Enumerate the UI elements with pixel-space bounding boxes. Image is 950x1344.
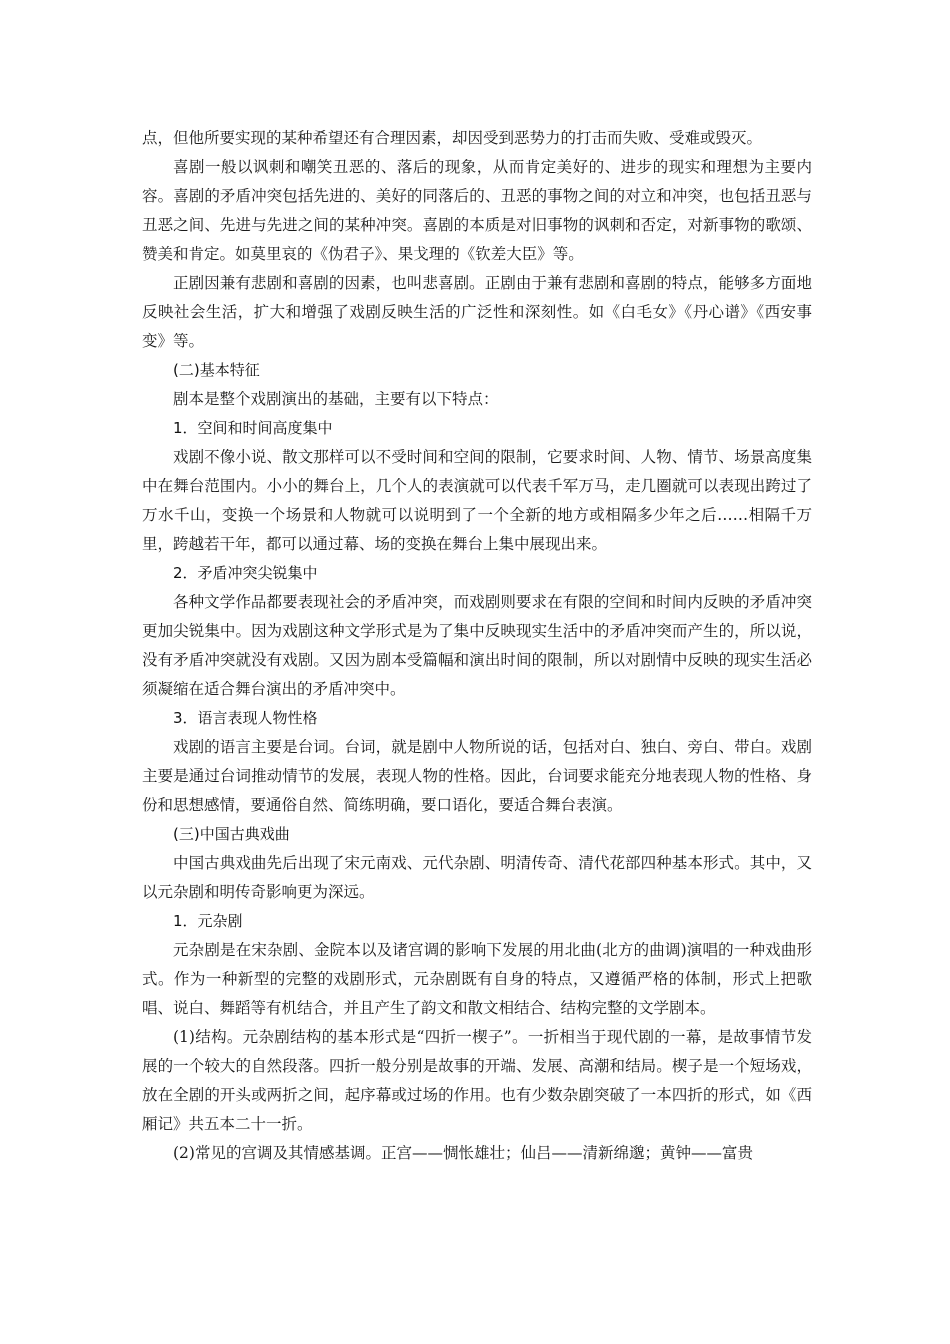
paragraph-yuan-zaju: 元杂剧是在宋杂剧、金院本以及诸宫调的影响下发展的用北曲(北方的曲调)演唱的一种戏曲形式。作为一种新型的完整的戏剧形式，元杂剧既有自身的特点，又遵循严格的体制，形式上把歌唱、说白、舞蹈等有机结合，并且产生了韵文和散文相结合、结构完整的文学剧本。 bbox=[142, 941, 812, 1017]
paragraph-tragedy-end: 点，但他所要实现的某种希望还有合理因素，却因受到恶势力的打击而失败、受难或毁灭。 bbox=[142, 129, 763, 147]
document-page bbox=[142, 124, 812, 1168]
heading-language: 3．语言表现人物性格 bbox=[173, 709, 318, 727]
heading-classical-opera: (三)中国古典戏曲 bbox=[173, 825, 290, 843]
heading-basic-features: (二)基本特征 bbox=[173, 361, 260, 379]
paragraph-structure: (1)结构。元杂剧结构的基本形式是“四折一楔子”。一折相当于现代剧的一幕，是故事情节发展的一个较大的自然段落。四折一般分别是故事的开端、发展、高潮和结局。楔子是一个短场戏，放在全剧的开头或两折之间，起序幕或过场的作用。也有少数杂剧突破了一本四折的形式，如《西厢记》共五本二十一折。 bbox=[142, 1028, 812, 1133]
heading-conflict: 2．矛盾冲突尖锐集中 bbox=[173, 564, 318, 582]
heading-space-time: 1．空间和时间高度集中 bbox=[173, 419, 333, 437]
paragraph-drama: 正剧因兼有悲剧和喜剧的因素，也叫悲喜剧。正剧由于兼有悲剧和喜剧的特点，能够多方面地反映社会生活，扩大和增强了戏剧反映生活的广泛性和深刻性。如《白毛女》《丹心谱》《西安事变》等。 bbox=[142, 274, 812, 350]
paragraph-modes: (2)常见的宫调及其情感基调。正宫——惆怅雄壮；仙吕——清新绵邈；黄钟——富贵 bbox=[173, 1144, 753, 1162]
paragraph-conflict: 各种文学作品都要表现社会的矛盾冲突，而戏剧则要求在有限的空间和时间内反映的矛盾冲突更加尖锐集中。因为戏剧这种文学形式是为了集中反映现实生活中的矛盾冲突而产生的，所以说，没有矛盾冲突就没有戏剧。又因为剧本受篇幅和演出时间的限制，所以对剧情中反映的现实生活必须凝缩在适合舞台演出的矛盾冲突中。 bbox=[142, 593, 812, 698]
heading-yuan-zaju: 1．元杂剧 bbox=[173, 912, 243, 930]
paragraph-classical-opera: 中国古典戏曲先后出现了宋元南戏、元代杂剧、明清传奇、清代花部四种基本形式。其中，又以元杂剧和明传奇影响更为深远。 bbox=[142, 854, 812, 901]
paragraph-space-time: 戏剧不像小说、散文那样可以不受时间和空间的限制，它要求时间、人物、情节、场景高度集中在舞台范围内。小小的舞台上，几个人的表演就可以代表千军万马，走几圈就可以表现出跨过了万水千山，变换一个场景和人物就可以说明到了一个全新的地方或相隔多少年之后……相隔千万里，跨越若干年，都可以通过幕、场的变换在舞台上集中展现出来。 bbox=[142, 448, 812, 553]
paragraph-comedy: 喜剧一般以讽刺和嘲笑丑恶的、落后的现象，从而肯定美好的、进步的现实和理想为主要内容。喜剧的矛盾冲突包括先进的、美好的同落后的、丑恶的事物之间的对立和冲突，也包括丑恶与丑恶之间、先进与先进之间的某种冲突。喜剧的本质是对旧事物的讽刺和否定，对新事物的歌颂、赞美和肯定。如莫里哀的《伪君子》、果戈理的《钦差大臣》等。 bbox=[142, 158, 812, 263]
paragraph-language: 戏剧的语言主要是台词。台词，就是剧中人物所说的话，包括对白、独白、旁白、带白。戏剧主要是通过台词推动情节的发展，表现人物的性格。因此，台词要求能充分地表现人物的性格、身份和思想感情，要通俗自然、简练明确，要口语化，要适合舞台表演。 bbox=[142, 738, 812, 814]
paragraph-script-intro: 剧本是整个戏剧演出的基础，主要有以下特点： bbox=[173, 390, 499, 408]
